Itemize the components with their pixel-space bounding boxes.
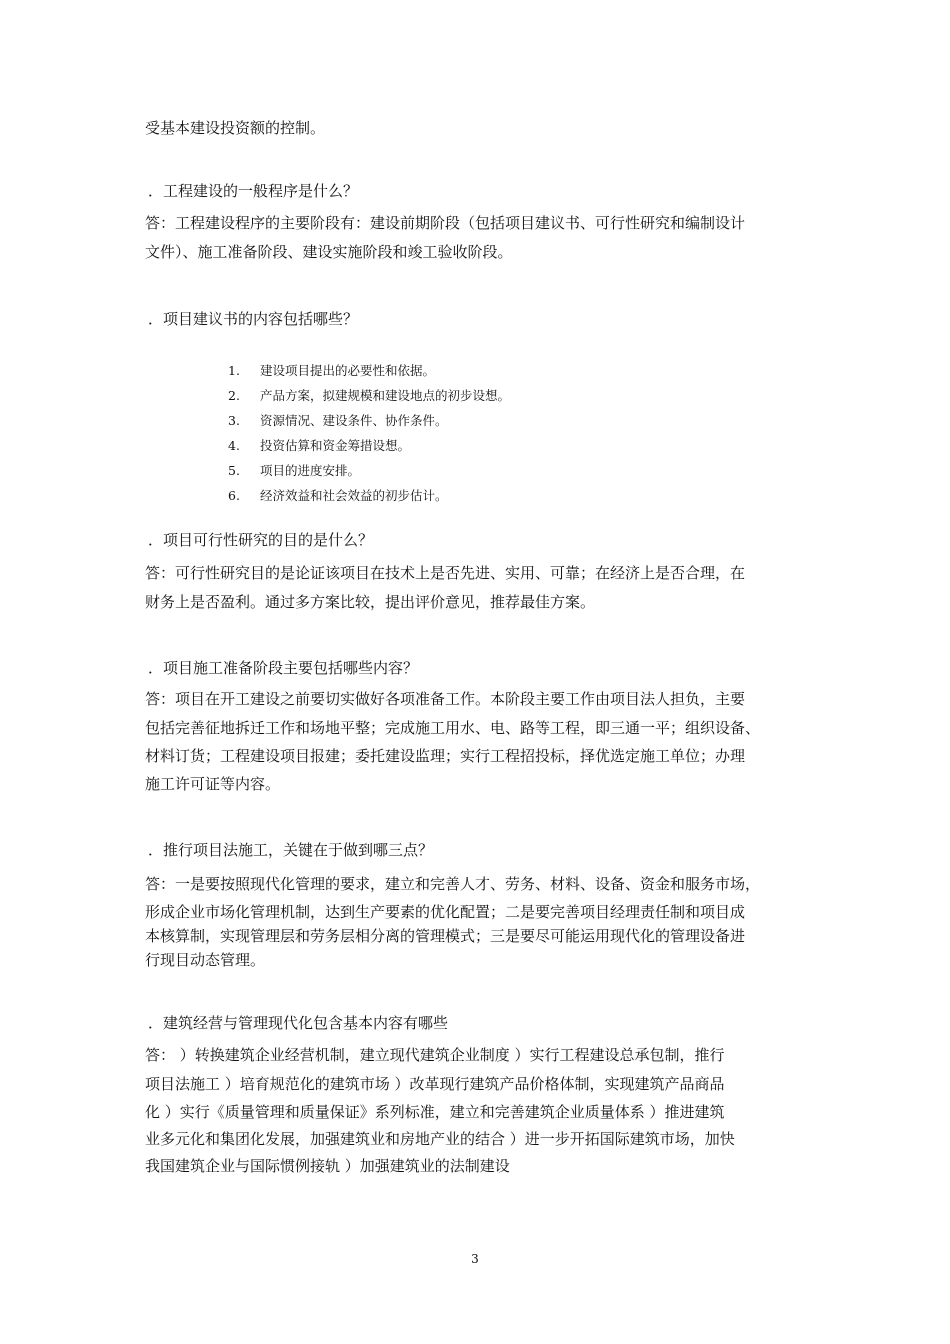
answer-line: 包括完善征地拆迁工作和场地平整；完成施工用水、电、路等工程，即三通一平；组织设备、 (145, 719, 761, 737)
list-item (228, 387, 510, 405)
answer-line: 施工许可证等内容。 (145, 775, 281, 793)
list-item (228, 362, 435, 380)
question-heading: ．项目施工准备阶段主要包括哪些内容？ (148, 659, 419, 677)
list-item (228, 462, 360, 480)
question-heading: ．推行项目法施工，关键在于做到哪三点？ (148, 841, 434, 859)
answer-line: 答：一是要按照现代化管理的要求，建立和完善人才、劳务、材料、设备、资金和服务市场， (145, 875, 761, 893)
answer-line: 行现目动态管理。 (145, 951, 266, 969)
answer-line: 答： ）转换建筑企业经营机制，建立现代建筑企业制度 ）实行工程建设总承包制，推行 (145, 1046, 725, 1064)
list-number: 4. (228, 438, 240, 453)
list-item (228, 412, 448, 430)
answer-line: 答：工程建设程序的主要阶段有：建设前期阶段（包括项目建议书、可行性研究和编制设计 (145, 214, 746, 232)
list-text: 项目的进度安排。 (260, 463, 361, 478)
list-text: 产品方案，拟建规模和建设地点的初步设想。 (260, 388, 511, 403)
list-text: 建设项目提出的必要性和依据。 (260, 363, 436, 378)
answer-line: 化 ）实行《质量管理和质量保证》系列标准，建立和完善建筑企业质量体系 ）推进建筑 (145, 1103, 725, 1121)
list-item (228, 487, 448, 505)
question-heading: ．项目建议书的内容包括哪些？ (148, 310, 359, 328)
list-number: 6. (228, 488, 240, 503)
list-text: 资源情况、建设条件、协作条件。 (260, 413, 448, 428)
question-heading: ．建筑经营与管理现代化包含基本内容有哪些 (148, 1014, 449, 1032)
answer-line: 财务上是否盈利。通过多方案比较，提出评价意见，推荐最佳方案。 (145, 593, 596, 611)
page-number: 3 (471, 1252, 479, 1266)
answer-line: 答：项目在开工建设之前要切实做好各项准备工作。本阶段主要工作由项目法人担负，主要 (145, 690, 746, 708)
answer-line: 业多元化和集团化发展，加强建筑业和房地产业的结合 ）进一步开拓国际建筑市场，加快 (145, 1130, 735, 1148)
answer-line: 本核算制，实现管理层和劳务层相分离的管理模式；三是要尽可能运用现代化的管理设备进 (145, 927, 746, 945)
question-heading: ．项目可行性研究的目的是什么？ (148, 531, 374, 549)
answer-line: 材料订货；工程建设项目报建；委托建设监理；实行工程招投标，择优选定施工单位；办理 (145, 747, 746, 765)
answer-line: 项目法施工 ）培育规范化的建筑市场 ）改革现行建筑产品价格体制，实现建筑产品商品 (145, 1075, 725, 1093)
intro-line: 受基本建设投资额的控制。 (145, 119, 326, 137)
answer-line: 答：可行性研究目的是论证该项目在技术上是否先进、实用、可靠；在经济上是否合理，在 (145, 564, 746, 582)
list-number: 3. (228, 413, 240, 428)
list-number: 5. (228, 463, 240, 478)
answer-line: 形成企业市场化管理机制，达到生产要素的优化配置；二是要完善项目经理责任制和项目成 (145, 903, 746, 921)
list-number: 1. (228, 363, 240, 378)
answer-line: 我国建筑企业与国际惯例接轨 ）加强建筑业的法制建设 (145, 1157, 510, 1175)
question-heading: ．工程建设的一般程序是什么？ (148, 182, 359, 200)
list-text: 经济效益和社会效益的初步估计。 (260, 488, 448, 503)
list-item (228, 437, 410, 455)
list-text: 投资估算和资金筹措设想。 (260, 438, 411, 453)
list-number: 2. (228, 388, 240, 403)
answer-line: 文件）、施工准备阶段、建设实施阶段和竣工验收阶段。 (145, 243, 513, 261)
